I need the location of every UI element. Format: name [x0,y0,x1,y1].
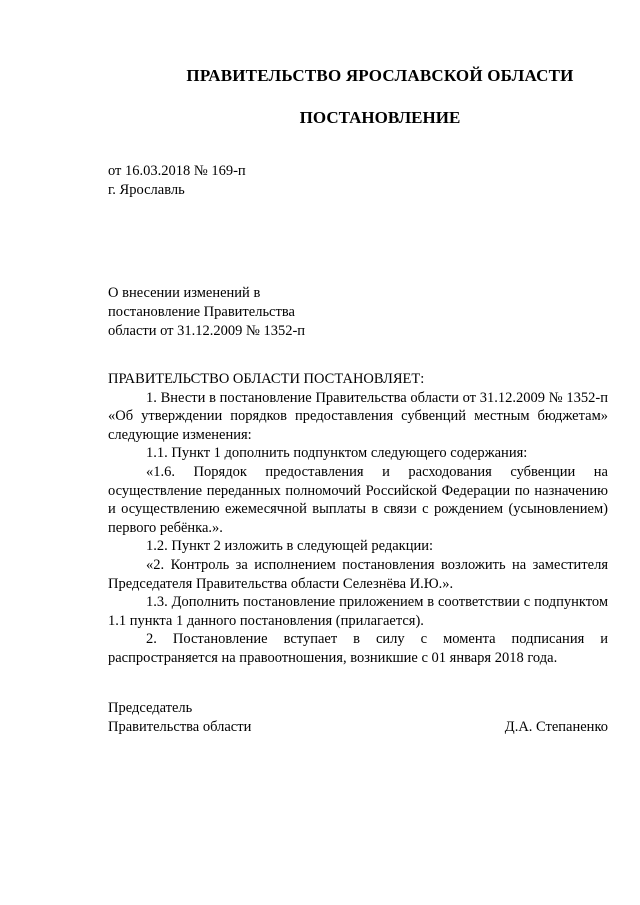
signatory-name: Д.А. Степаненко [504,718,608,735]
subject-line-1: О внесении изменений в [108,285,261,301]
signature-row [108,718,608,737]
subject-line-2: постановление Правительства [108,304,295,320]
date-number: от 16.03.2018 № 169-п [108,163,246,179]
signature-title-line-1: Председатель [108,700,193,716]
subject-line-3: области от 31.12.2009 № 1352-п [108,323,306,339]
government-title: ПРАВИТЕЛЬСТВО ЯРОСЛАВСКОЙ ОБЛАСТИ [186,66,574,85]
paragraph-1-1: 1.1. Пункт 1 дополнить подпунктом следующего содержания: [146,445,528,462]
document-meta [108,162,246,200]
city: г. Ярославль [108,182,185,198]
paragraph-1-2: 1.2. Пункт 2 изложить в следующей редакции: [146,538,434,555]
document-body [108,370,608,668]
document-subject [108,284,305,341]
paragraph-2: 2. Постановление вступает в силу с момента подписания и распространяется на правоотношения, возникшие с 01 января 2018 года. [108,631,608,666]
signature-block [108,699,608,736]
paragraph-1-3: 1.3. Дополнить постановление приложением в соответствии с подпунктом 1.1 пункта 1 данного постановления (прилагается). [108,594,608,629]
paragraph-1-2-text: «2. Контроль за исполнением постановления возложить на заместителя Председателя Правительства области Селезнёва И.Ю.». [108,556,608,592]
paragraph-1-1-text: «1.6. Порядок предоставления и расходования субвенции на осуществление переданных полномочий Российской Федерации по назначению и осуществлению ежемесячной выплаты в связи с рождением (усыновлением) первого ребёнка.». [108,463,608,536]
paragraph-1: 1. Внести в постановление Правительства области от 31.12.2009 № 1352-п «Об утверждении порядков предоставления субвенций местным бюджетам» следующие изменения: [108,389,608,443]
document-type: ПОСТАНОВЛЕНИЕ [299,108,461,127]
preamble: ПРАВИТЕЛЬСТВО ОБЛАСТИ ПОСТАНОВЛЯЕТ: [108,371,425,387]
signature-title-line-2: Правительства области [108,718,252,735]
